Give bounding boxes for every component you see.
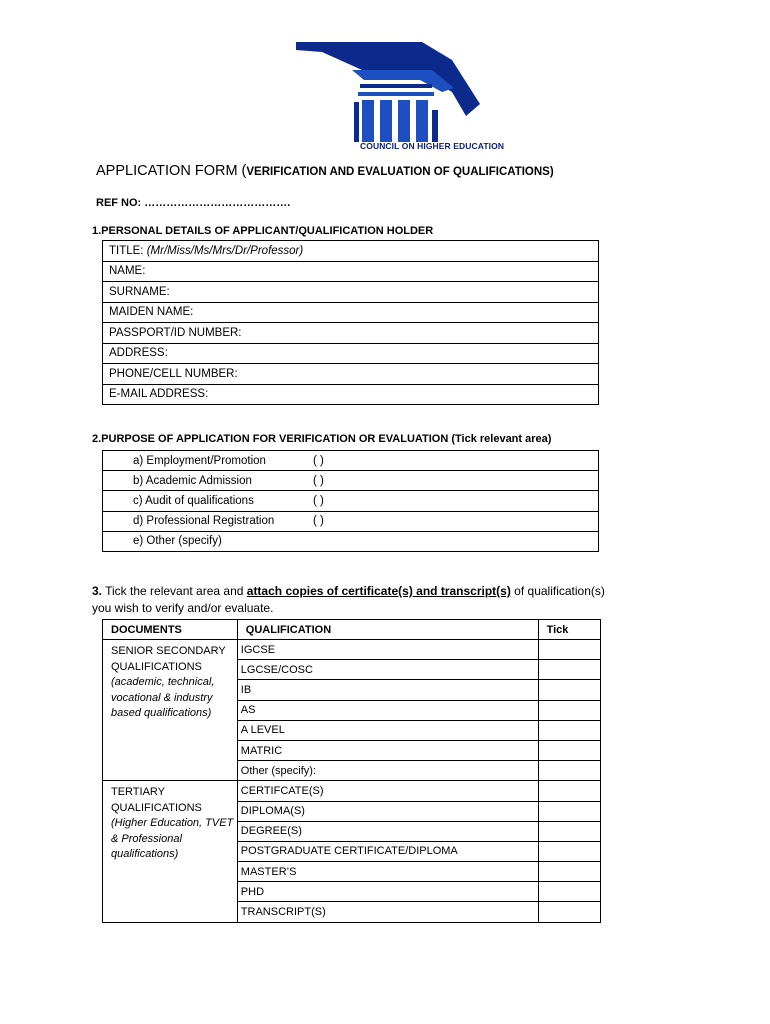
- doc-note: (Higher Education, TVET & Professional qualifications): [111, 817, 234, 861]
- qualification-cell: Other (specify):: [237, 761, 538, 781]
- page-title: [96, 163, 554, 179]
- tertiary-cell: [103, 781, 238, 922]
- doc-note: (academic, technical, vocational & industry based qualifications): [111, 676, 215, 719]
- tick-cell[interactable]: [538, 841, 600, 861]
- purpose-table: [102, 450, 599, 552]
- header-documents: DOCUMENTS: [103, 620, 238, 640]
- maiden-name-row[interactable]: [103, 302, 599, 323]
- doc-category: TERTIARY QUALIFICATIONS: [111, 786, 202, 814]
- field-label: SURNAME:: [103, 282, 599, 303]
- tick-box[interactable]: ( ): [313, 471, 599, 491]
- purpose-row[interactable]: [103, 531, 599, 551]
- name-row[interactable]: [103, 261, 599, 282]
- header-qualification: QUALIFICATION: [237, 620, 538, 640]
- purpose-row[interactable]: [103, 451, 599, 471]
- purpose-row[interactable]: [103, 491, 599, 511]
- doc-category: SENIOR SECONDARY QUALIFICATIONS: [111, 645, 226, 673]
- field-label: MAIDEN NAME:: [103, 302, 599, 323]
- tick-cell[interactable]: [538, 862, 600, 882]
- qualification-cell: IB: [237, 680, 538, 700]
- tick-box[interactable]: ( ): [313, 451, 599, 471]
- title-options: (Mr/Miss/Ms/Mrs/Dr/Professor): [146, 244, 304, 257]
- tick-cell[interactable]: [538, 761, 600, 781]
- intro-text: of qualification(s) you wish to verify and/or evaluate.: [92, 584, 605, 615]
- section1-heading: 1.PERSONAL DETAILS OF APPLICANT/QUALIFICATION HOLDER: [92, 225, 434, 237]
- tick-cell[interactable]: [538, 640, 600, 660]
- tick-cell[interactable]: [538, 781, 600, 801]
- section3-number: 3.: [92, 584, 103, 598]
- ref-number: REF NO: ………………………………….: [96, 197, 291, 209]
- qualification-cell: A LEVEL: [237, 720, 538, 740]
- surname-row[interactable]: [103, 282, 599, 303]
- qualification-cell: PHD: [237, 882, 538, 902]
- qualification-cell: DEGREE(S): [237, 821, 538, 841]
- purpose-option: a) Employment/Promotion: [103, 451, 314, 471]
- field-label: ADDRESS:: [103, 343, 599, 364]
- passport-row[interactable]: [103, 323, 599, 344]
- title-row[interactable]: [103, 241, 599, 262]
- header-row: [103, 620, 601, 640]
- intro-text: Tick the relevant area and: [102, 584, 247, 598]
- qualifications-table: [102, 619, 601, 923]
- field-label: NAME:: [103, 261, 599, 282]
- section3-intro: [92, 583, 612, 617]
- qualification-cell: CERTIFCATE(S): [237, 781, 538, 801]
- tick-box[interactable]: ( ): [313, 511, 599, 531]
- field-label: PHONE/CELL NUMBER:: [103, 364, 599, 385]
- address-row[interactable]: [103, 343, 599, 364]
- purpose-option: b) Academic Admission: [103, 471, 314, 491]
- field-label: PASSPORT/ID NUMBER:: [103, 323, 599, 344]
- qualification-cell: LGCSE/COSC: [237, 660, 538, 680]
- tick-cell[interactable]: [538, 821, 600, 841]
- email-row[interactable]: [103, 384, 599, 405]
- phone-row[interactable]: [103, 364, 599, 385]
- tick-cell[interactable]: [538, 882, 600, 902]
- tick-cell[interactable]: [538, 720, 600, 740]
- tick-cell[interactable]: [538, 740, 600, 760]
- qualification-cell: MASTER’S: [237, 862, 538, 882]
- qualification-cell: POSTGRADUATE CERTIFICATE/DIPLOMA: [237, 841, 538, 861]
- title-sub: VERIFICATION AND EVALUATION OF QUALIFICATIONS): [246, 166, 554, 178]
- qualification-cell: TRANSCRIPT(S): [237, 902, 538, 922]
- qualification-cell: IGCSE: [237, 640, 538, 660]
- tick-cell[interactable]: [538, 801, 600, 821]
- tick-cell[interactable]: [538, 680, 600, 700]
- header-tick: Tick: [538, 620, 600, 640]
- tick-cell[interactable]: [538, 660, 600, 680]
- tick-box[interactable]: ( ): [313, 491, 599, 511]
- tick-cell[interactable]: [538, 700, 600, 720]
- purpose-option: d) Professional Registration: [103, 511, 314, 531]
- council-logo: [292, 40, 482, 154]
- section2-heading: 2.PURPOSE OF APPLICATION FOR VERIFICATION OR EVALUATION (Tick relevant area): [92, 433, 552, 445]
- intro-emphasis: attach copies of certificate(s) and transcript(s): [246, 584, 511, 598]
- personal-details-table: [102, 240, 599, 405]
- senior-secondary-cell: [103, 640, 238, 781]
- title-label: TITLE:: [109, 244, 147, 257]
- purpose-option: e) Other (specify): [133, 535, 222, 548]
- qualification-cell: DIPLOMA(S): [237, 801, 538, 821]
- purpose-option: c) Audit of qualifications: [103, 491, 314, 511]
- field-label: E-MAIL ADDRESS:: [109, 388, 209, 401]
- logo-caption: COUNCIL ON HIGHER EDUCATION: [360, 141, 505, 151]
- qualification-cell: MATRIC: [237, 740, 538, 760]
- title-main: APPLICATION FORM (: [96, 163, 247, 179]
- qualification-cell: AS: [237, 700, 538, 720]
- tick-cell[interactable]: [538, 902, 600, 922]
- purpose-row[interactable]: [103, 471, 599, 491]
- purpose-row[interactable]: [103, 511, 599, 531]
